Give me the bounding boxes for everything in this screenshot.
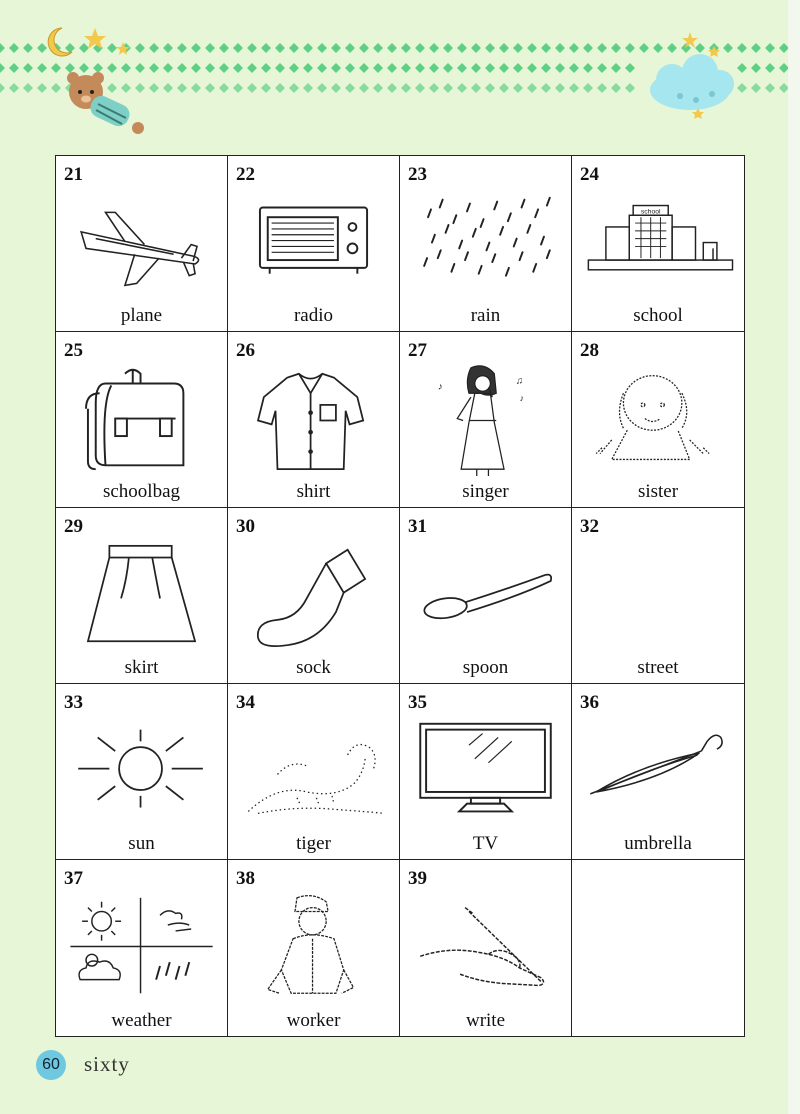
diamond-decoration xyxy=(443,83,453,93)
diamond-decoration xyxy=(79,43,89,53)
star-icon xyxy=(116,42,130,55)
diamond-decoration xyxy=(0,43,5,53)
diamond-decoration xyxy=(233,43,243,53)
diamond-decoration xyxy=(569,63,579,73)
diamond-decoration xyxy=(359,83,369,93)
diamond-decoration xyxy=(37,83,47,93)
diamond-decoration xyxy=(611,63,621,73)
diamond-decoration xyxy=(247,43,257,53)
diamond-decoration xyxy=(513,43,523,53)
raindrop xyxy=(541,237,544,245)
diamond-decoration xyxy=(37,43,47,53)
raindrop xyxy=(473,229,476,237)
diamond-decoration xyxy=(135,43,145,53)
diamond-decoration xyxy=(611,43,621,53)
vocabulary-card-schoolbag xyxy=(56,332,228,508)
vocabulary-card-write xyxy=(400,860,572,1036)
diamond-decoration xyxy=(107,43,117,53)
raindrop xyxy=(547,250,550,258)
diamond-decoration xyxy=(275,83,285,93)
raindrop xyxy=(486,243,489,251)
card-number: 30 xyxy=(236,516,255,537)
rain-icon xyxy=(410,188,562,300)
diamond-decoration xyxy=(9,43,19,53)
diamond-decoration xyxy=(9,83,19,93)
card-number: 23 xyxy=(408,164,427,185)
diamond-decoration xyxy=(373,43,383,53)
vocabulary-card-rain xyxy=(400,156,572,332)
card-number: 28 xyxy=(580,340,599,361)
diamond-decoration xyxy=(401,83,411,93)
diamond-decoration xyxy=(191,83,201,93)
diamond-decoration xyxy=(373,83,383,93)
card-word: worker xyxy=(286,1010,341,1031)
diamond-decoration xyxy=(765,83,775,93)
diamond-decoration xyxy=(471,43,481,53)
page-edge xyxy=(788,0,800,1114)
diamond-decoration xyxy=(485,83,495,93)
raindrop xyxy=(467,204,470,212)
diamond-decoration xyxy=(317,63,327,73)
diamond-decoration xyxy=(457,43,467,53)
page-number-badge xyxy=(36,1050,66,1080)
diamond-decoration xyxy=(261,43,271,53)
diamond-decoration xyxy=(541,43,551,53)
diamond-decoration xyxy=(471,83,481,93)
diamond-decoration xyxy=(93,63,103,73)
diamond-decoration xyxy=(513,83,523,93)
diamond-decoration xyxy=(233,63,243,73)
raindrop xyxy=(494,202,497,210)
diamond-decoration xyxy=(289,43,299,53)
card-word: school xyxy=(633,305,683,326)
star-icon xyxy=(84,28,106,49)
card-number: 31 xyxy=(408,516,427,537)
diamond-decoration xyxy=(751,83,761,93)
diamond-decoration xyxy=(667,43,677,53)
diamond-decoration xyxy=(247,83,257,93)
raindrop xyxy=(428,209,431,217)
card-number: 38 xyxy=(236,868,255,889)
card-number: 21 xyxy=(64,164,83,185)
diamond-decoration xyxy=(429,63,439,73)
diamond-decoration xyxy=(121,63,131,73)
card-word: plane xyxy=(120,305,163,326)
card-word: street xyxy=(637,657,679,678)
diamond-decoration xyxy=(401,43,411,53)
diamond-decoration xyxy=(723,43,733,53)
raindrop xyxy=(432,235,435,243)
diamond-decoration xyxy=(79,63,89,73)
diamond-decoration xyxy=(569,83,579,93)
card-word: radio xyxy=(293,305,334,326)
diamond-decoration xyxy=(289,83,299,93)
card-number: 29 xyxy=(64,516,83,537)
diamond-decoration xyxy=(471,63,481,73)
sister-icon xyxy=(582,364,734,476)
diamond-decoration xyxy=(737,63,747,73)
diamond-decoration xyxy=(163,83,173,93)
diamond-decoration xyxy=(163,43,173,53)
raindrop xyxy=(438,250,441,258)
diamond-decoration xyxy=(387,43,397,53)
diamond-decoration xyxy=(569,43,579,53)
diamond-decoration xyxy=(415,63,425,73)
vocabulary-card-tv xyxy=(400,684,572,860)
diamond-decoration xyxy=(261,63,271,73)
page-number: 60 xyxy=(42,1056,60,1073)
empty-card xyxy=(572,860,744,1036)
card-word: skirt xyxy=(124,657,159,678)
diamond-decoration xyxy=(695,43,705,53)
card-number: 36 xyxy=(580,692,599,713)
diamond-decoration xyxy=(23,83,33,93)
svg-text:♪: ♪ xyxy=(519,393,524,404)
diamond-decoration xyxy=(359,43,369,53)
diamond-decoration xyxy=(275,43,285,53)
diamond-decoration xyxy=(345,43,355,53)
schoolbag-icon xyxy=(66,364,218,476)
diamond-decoration xyxy=(485,63,495,73)
vocabulary-card-umbrella xyxy=(572,684,744,860)
card-number: 27 xyxy=(408,340,427,361)
decorative-header-band xyxy=(0,0,800,150)
diamond-decoration xyxy=(625,43,635,53)
diamond-decoration xyxy=(443,63,453,73)
card-word: TV xyxy=(472,833,499,854)
diamond-decoration xyxy=(233,83,243,93)
diamond-decoration xyxy=(317,83,327,93)
diamond-decoration xyxy=(765,63,775,73)
write-icon xyxy=(410,892,562,1004)
card-number: 39 xyxy=(408,868,427,889)
diamond-decoration xyxy=(107,63,117,73)
raindrop xyxy=(465,252,468,260)
diamond-decoration xyxy=(205,83,215,93)
plane-icon xyxy=(66,188,218,300)
diamond-decoration xyxy=(205,43,215,53)
diamond-decoration xyxy=(23,63,33,73)
diamond-decoration xyxy=(275,63,285,73)
weather-icon xyxy=(66,892,218,1004)
card-word: schoolbag xyxy=(102,481,181,502)
diamond-decoration xyxy=(527,63,537,73)
diamond-decoration xyxy=(751,63,761,73)
card-word: singer xyxy=(462,481,509,502)
school-sign: school xyxy=(640,208,661,216)
diamond-decoration xyxy=(303,43,313,53)
card-word: write xyxy=(465,1010,506,1031)
shirt-icon xyxy=(238,364,390,476)
card-word: spoon xyxy=(462,657,509,678)
card-number: 32 xyxy=(580,516,599,537)
diamond-decoration xyxy=(387,63,397,73)
diamond-decoration xyxy=(345,83,355,93)
diamond-decoration xyxy=(261,83,271,93)
umbrella-icon xyxy=(582,716,734,828)
diamond-decoration xyxy=(135,63,145,73)
sock-icon xyxy=(238,540,390,652)
diamond-decoration xyxy=(527,43,537,53)
card-number: 37 xyxy=(64,868,83,889)
diamond-decoration xyxy=(737,43,747,53)
diamond-decoration xyxy=(527,83,537,93)
diamond-decoration xyxy=(345,63,355,73)
diamond-decoration xyxy=(457,63,467,73)
diamond-decoration xyxy=(219,43,229,53)
diamond-decoration xyxy=(9,63,19,73)
diamond-decoration xyxy=(331,63,341,73)
diamond-decoration xyxy=(625,63,635,73)
diamond-decoration xyxy=(541,83,551,93)
diamond-decoration xyxy=(429,83,439,93)
vocabulary-card-school xyxy=(572,156,744,332)
diamond-decoration xyxy=(681,43,691,53)
vocabulary-card-radio xyxy=(228,156,400,332)
vocabulary-card-worker xyxy=(228,860,400,1036)
diamond-decoration xyxy=(247,63,257,73)
diamond-decoration xyxy=(751,43,761,53)
diamond-decoration xyxy=(373,63,383,73)
diamond-decoration xyxy=(191,43,201,53)
raindrop xyxy=(424,258,427,266)
diamond-decoration xyxy=(485,43,495,53)
school-icon xyxy=(582,188,734,300)
card-number: 33 xyxy=(64,692,83,713)
sun-icon xyxy=(66,716,218,828)
diamond-decoration xyxy=(555,43,565,53)
vocabulary-card-sock xyxy=(228,508,400,684)
diamond-decoration xyxy=(429,43,439,53)
card-word: sun xyxy=(128,833,155,854)
raindrop xyxy=(506,268,509,276)
worker-icon xyxy=(238,892,390,1004)
tv-icon xyxy=(410,716,562,828)
diamond-decoration xyxy=(135,83,145,93)
diamond-decoration xyxy=(415,83,425,93)
svg-text:♪: ♪ xyxy=(437,381,443,393)
diamond-decoration xyxy=(163,63,173,73)
diamond-decoration xyxy=(387,83,397,93)
vocabulary-card-singer xyxy=(400,332,572,508)
diamond-decoration xyxy=(51,63,61,73)
svg-text:♫: ♫ xyxy=(515,375,524,387)
diamond-decoration xyxy=(611,83,621,93)
diamond-decoration xyxy=(177,43,187,53)
diamond-decoration xyxy=(415,43,425,53)
diamond-decoration xyxy=(0,63,5,73)
vocabulary-card-weather xyxy=(56,860,228,1036)
raindrop xyxy=(514,239,517,247)
raindrop xyxy=(547,198,550,206)
raindrop xyxy=(446,225,449,233)
diamond-decoration xyxy=(555,63,565,73)
diamond-decoration xyxy=(499,63,509,73)
vocabulary-card-street xyxy=(572,508,744,684)
diamond-decoration xyxy=(765,43,775,53)
vocabulary-card-shirt xyxy=(228,332,400,508)
diamond-decoration xyxy=(737,83,747,93)
diamond-decoration xyxy=(331,83,341,93)
card-number: 24 xyxy=(580,164,599,185)
diamond-decoration xyxy=(177,83,187,93)
diamond-decoration xyxy=(65,43,75,53)
diamond-decoration xyxy=(583,63,593,73)
diamond-decoration xyxy=(583,43,593,53)
diamond-decoration xyxy=(625,83,635,93)
page-number-word: sixty xyxy=(84,1052,130,1076)
skirt-icon xyxy=(66,540,218,652)
diamond-decoration xyxy=(331,43,341,53)
diamond-decoration xyxy=(597,43,607,53)
diamond-decoration xyxy=(121,83,131,93)
card-number: 26 xyxy=(236,340,255,361)
card-word: rain xyxy=(470,305,501,326)
spoon-icon xyxy=(410,540,562,652)
diamond-decoration xyxy=(149,83,159,93)
card-word: tiger xyxy=(296,833,331,854)
diamond-decoration xyxy=(513,63,523,73)
diamond-decoration xyxy=(653,43,663,53)
card-word: sock xyxy=(296,657,331,678)
vocabulary-card-spoon xyxy=(400,508,572,684)
diamond-decoration xyxy=(317,43,327,53)
card-number: 35 xyxy=(408,692,427,713)
diamond-decoration xyxy=(177,63,187,73)
vocabulary-card-grid xyxy=(55,155,745,1037)
raindrop xyxy=(479,266,482,274)
card-word: sister xyxy=(637,481,679,502)
card-number: 25 xyxy=(64,340,83,361)
moon-icon xyxy=(48,28,72,56)
diamond-decoration xyxy=(303,83,313,93)
vocabulary-card-sister xyxy=(572,332,744,508)
diamond-decoration xyxy=(65,63,75,73)
diamond-decoration xyxy=(443,43,453,53)
raindrop xyxy=(527,225,530,233)
card-word: umbrella xyxy=(624,833,692,854)
diamond-decoration xyxy=(107,83,117,93)
card-number: 34 xyxy=(236,692,255,713)
diamond-decoration xyxy=(219,63,229,73)
diamond-decoration xyxy=(0,83,5,93)
diamond-decoration xyxy=(289,63,299,73)
vocabulary-card-plane xyxy=(56,156,228,332)
cloud-icon xyxy=(650,54,734,110)
raindrop xyxy=(508,213,511,221)
raindrop xyxy=(500,227,503,235)
diamond-decoration xyxy=(401,63,411,73)
diamond-decoration xyxy=(597,63,607,73)
diamond-decoration xyxy=(303,63,313,73)
raindrop xyxy=(459,241,462,249)
diamond-decoration xyxy=(639,43,649,53)
raindrop xyxy=(533,264,536,272)
tiger-icon xyxy=(238,716,390,828)
diamond-decoration xyxy=(205,63,215,73)
diamond-decoration xyxy=(359,63,369,73)
diamond-decoration xyxy=(597,83,607,93)
diamond-decoration xyxy=(149,43,159,53)
diamond-decoration xyxy=(219,83,229,93)
raindrop xyxy=(492,254,495,262)
card-word: weather xyxy=(111,1010,172,1031)
vocabulary-card-tiger xyxy=(228,684,400,860)
raindrop xyxy=(451,264,454,272)
diamond-decoration xyxy=(555,83,565,93)
card-number: 22 xyxy=(236,164,255,185)
raindrop xyxy=(481,219,484,227)
diamond-decoration xyxy=(51,83,61,93)
diamond-decoration xyxy=(541,63,551,73)
diamond-decoration xyxy=(499,43,509,53)
radio-icon xyxy=(238,188,390,300)
diamond-decoration xyxy=(37,63,47,73)
raindrop xyxy=(520,252,523,260)
teddy-bear-icon xyxy=(67,72,144,134)
raindrop xyxy=(522,200,525,208)
raindrop xyxy=(440,200,443,208)
raindrop xyxy=(453,215,456,223)
diamond-decoration xyxy=(499,83,509,93)
diamond-decoration xyxy=(149,63,159,73)
diamond-decoration xyxy=(23,43,33,53)
card-word: shirt xyxy=(296,481,331,502)
diamond-decoration xyxy=(191,63,201,73)
singer-icon xyxy=(410,364,562,476)
diamond-decoration xyxy=(583,83,593,93)
vocabulary-card-sun xyxy=(56,684,228,860)
diamond-decoration xyxy=(457,83,467,93)
raindrop xyxy=(535,209,538,217)
vocabulary-card-skirt xyxy=(56,508,228,684)
